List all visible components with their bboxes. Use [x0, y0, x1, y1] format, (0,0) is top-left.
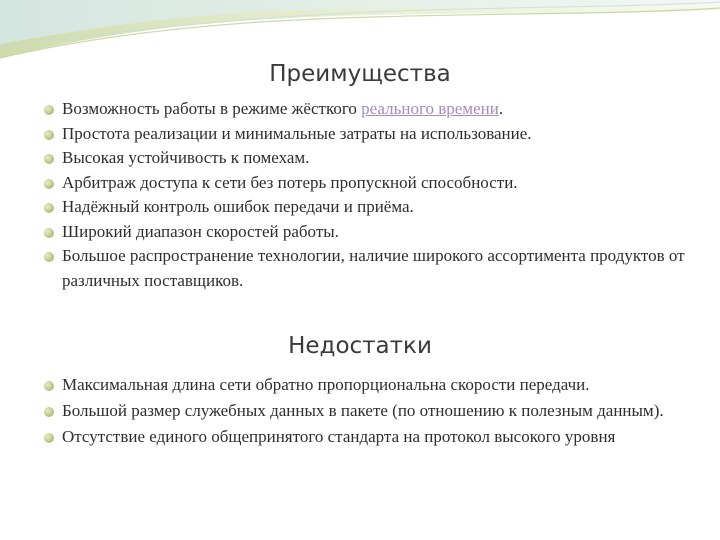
list-item-text: .	[498, 99, 504, 118]
list-item: Широкий диапазон скоростей работы.	[44, 220, 704, 245]
list-item: Надёжный контроль ошибок передачи и приёма.	[44, 195, 704, 220]
list-item: Высокая устойчивость к помехам.	[44, 146, 704, 171]
real-time-link[interactable]: реального времени	[361, 99, 499, 118]
disadvantages-heading: Недостатки	[288, 333, 432, 359]
list-item: Простота реализации и минимальные затраты на использование.	[44, 122, 704, 147]
header-swoosh-decoration	[0, 0, 720, 60]
list-item-text: Возможность работы в режиме жёсткого	[62, 99, 362, 118]
list-item: Максимальная длина сети обратно пропорциональна скорости передачи.	[44, 372, 704, 398]
list-item: Отсутствие единого общепринятого стандарта на протокол высокого уровня	[44, 424, 704, 450]
advantages-heading: Преимущества	[269, 61, 451, 87]
list-item: Большой размер служебных данных в пакете (по отношению к полезным данным).	[44, 398, 704, 424]
list-item	[44, 97, 704, 122]
advantages-list	[44, 97, 704, 293]
list-item: Большое распространение технологии, наличие широкого ассортимента продуктов от различных поставщиков.	[44, 244, 704, 293]
list-item: Арбитраж доступа к сети без потерь пропускной способности.	[44, 171, 704, 196]
disadvantages-list	[44, 372, 704, 450]
